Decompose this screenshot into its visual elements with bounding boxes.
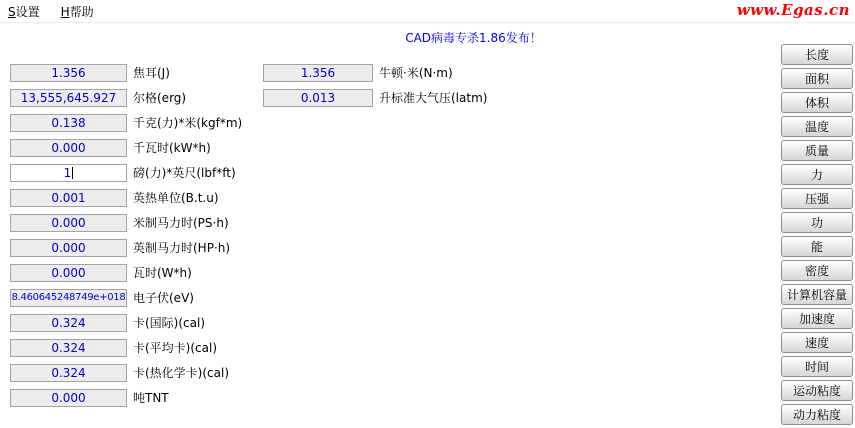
button-density[interactable]: 密度 [781,260,853,281]
field-kgfm[interactable]: 0.138 [10,114,127,132]
field-psh[interactable]: 0.000 [10,214,127,232]
label-hph: 英制马力时(HP·h) [133,241,231,255]
unit-row-cal-thermo [10,364,242,389]
label-ev: 电子伏(eV) [133,291,194,305]
menu-settings-accelerator: S [8,4,16,19]
unit-row-ev [10,289,242,314]
energy-fields-left-column [10,64,242,414]
text-cursor [72,167,73,179]
unit-row-tnt [10,389,242,414]
menu-settings[interactable] [8,3,40,20]
unit-row-joule [10,64,242,89]
field-wh[interactable]: 0.000 [10,264,127,282]
unit-row-wh [10,264,242,289]
button-length[interactable]: 长度 [781,44,853,65]
label-psh: 米制马力时(PS·h) [133,216,229,230]
label-btu: 英热单位(B.t.u) [133,191,219,205]
label-cal-intl: 卡(国际)(cal) [133,316,206,330]
field-lbfft-active[interactable] [10,164,127,182]
label-kwh: 千瓦时(kW*h) [133,141,211,155]
field-lbfft-value: 1 [63,166,72,180]
button-time[interactable]: 时间 [781,356,853,377]
field-newton-meter[interactable]: 1.356 [263,64,373,82]
label-tnt: 吨TNT [133,391,169,405]
unit-row-cal-intl [10,314,242,339]
unit-row-kwh [10,139,242,164]
unit-row-hph [10,239,242,264]
button-temperature[interactable]: 温度 [781,116,853,137]
button-energy[interactable]: 能 [781,236,853,257]
unit-row-psh [10,214,242,239]
button-area[interactable]: 面积 [781,68,853,89]
unit-row-kgfm [10,114,242,139]
label-joule: 焦耳(J) [133,66,170,80]
button-acceleration[interactable]: 加速度 [781,308,853,329]
label-cal-mean: 卡(平均卡)(cal) [133,341,218,355]
category-button-column [781,44,853,428]
button-pressure[interactable]: 压强 [781,188,853,209]
unit-row-lbfft [10,164,242,189]
unit-row-newton-meter [263,64,487,89]
unit-row-latm [263,89,487,114]
label-cal-thermo: 卡(热化学卡)(cal) [133,366,230,380]
button-kinematic-viscosity[interactable]: 运动粘度 [781,380,853,401]
site-logo: www.Egas.cn [736,1,850,19]
unit-row-cal-mean [10,339,242,364]
menu-help[interactable] [61,3,94,20]
field-erg[interactable]: 13,555,645.927 [10,89,127,107]
energy-fields-middle-column [263,64,487,114]
field-latm[interactable]: 0.013 [263,89,373,107]
field-cal-intl[interactable]: 0.324 [10,314,127,332]
menu-bar [0,0,855,23]
unit-row-erg [10,89,242,114]
button-computer-capacity[interactable]: 计算机容量 [781,284,853,305]
announcement-text: CAD病毒专杀1.86发布！ [405,31,542,45]
button-force[interactable]: 力 [781,164,853,185]
field-ev[interactable]: 8.460645248749e+018 [10,289,127,307]
field-btu[interactable]: 0.001 [10,189,127,207]
button-speed[interactable]: 速度 [781,332,853,353]
menu-settings-label: 设置 [15,4,40,19]
field-tnt[interactable]: 0.000 [10,389,127,407]
label-kgfm: 千克(力)*米(kgf*m) [133,116,243,130]
label-wh: 瓦时(W*h) [133,266,192,280]
menu-help-label: 帮助 [69,4,94,19]
label-newton-meter: 牛顿·米(N·m) [379,66,453,80]
button-work[interactable]: 功 [781,212,853,233]
button-volume[interactable]: 体积 [781,92,853,113]
field-hph[interactable]: 0.000 [10,239,127,257]
field-kwh[interactable]: 0.000 [10,139,127,157]
menu-help-accelerator: H [60,4,70,19]
field-joule[interactable]: 1.356 [10,64,127,82]
label-erg: 尔格(erg) [133,91,187,105]
button-dynamic-viscosity[interactable]: 动力粘度 [781,404,853,425]
label-latm: 升标准大气压(latm) [379,91,488,105]
button-mass[interactable]: 质量 [781,140,853,161]
unit-row-btu [10,189,242,214]
label-lbfft: 磅(力)*英尺(lbf*ft) [133,166,236,180]
field-cal-mean[interactable]: 0.324 [10,339,127,357]
field-cal-thermo[interactable]: 0.324 [10,364,127,382]
